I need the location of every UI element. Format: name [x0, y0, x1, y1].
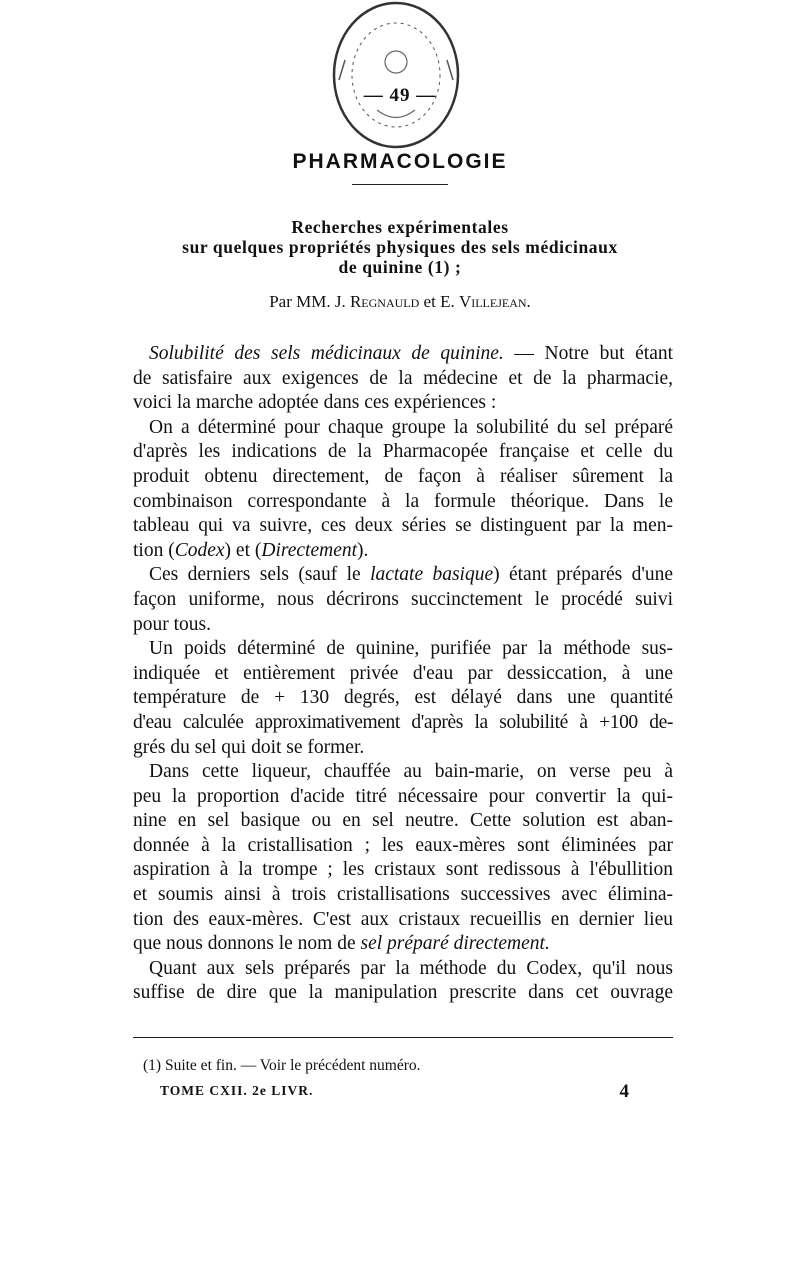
authors-prefix: Par MM. J. — [269, 292, 346, 311]
body-line — [133, 563, 673, 588]
body-text: ) et ( — [224, 539, 262, 561]
body-line: produit obtenu directement, de façon à réaliser sûrement la — [133, 465, 673, 487]
body-line: aspiration à la trompe ; les cristaux sont redissous à l'ébullition — [133, 859, 673, 881]
body-italic: sel préparé directement. — [360, 933, 550, 955]
page-number: — 49 — — [363, 85, 437, 106]
authors-line — [0, 292, 800, 312]
body-line: pour tous. — [133, 613, 211, 635]
body-line — [133, 342, 673, 367]
library-stamp-icon — [325, 0, 467, 158]
body-line: indiquée et entièrement privée d'eau par dessiccation, à une — [133, 662, 673, 684]
body-italic: lactate basique — [370, 564, 494, 586]
body-line: tion des eaux-mères. C'est aux cristaux recueillis en dernier lieu — [133, 908, 673, 930]
author-villejean: Villejean. — [458, 292, 531, 311]
body-line — [133, 932, 673, 957]
page-footer — [160, 1081, 630, 1102]
title-line: Recherches expérimentales — [291, 217, 509, 237]
body-line: d'après les indications de la Pharmacopée française et celle du — [133, 441, 673, 463]
paragraph-heading: Solubilité des sels médicinaux de quinine. — [149, 343, 504, 364]
volume-label: TOME CXII. 2e LIVR. — [160, 1083, 314, 1098]
body-line: grés du sel qui doit se former. — [133, 736, 365, 758]
article-title — [0, 217, 800, 277]
body-text: que nous donnons le nom de — [133, 933, 361, 955]
signature-mark: 4 — [619, 1081, 630, 1102]
body-line: Dans cette liqueur, chauffée au bain-marie, on verse peu à — [149, 761, 673, 783]
body-line: tableau qui va suivre, ces deux séries se distinguent par la men- — [133, 515, 673, 537]
footnote-rule — [133, 1037, 673, 1038]
title-line: sur quelques propriétés physiques des sels médicinaux — [182, 237, 618, 257]
authors-mid: et E. — [423, 292, 455, 311]
body-italic: Directement — [261, 539, 358, 561]
body-line: et soumis ainsi à trois cristallisations successives avec élimina- — [133, 884, 673, 906]
body-line: de satisfaire aux exigences de la médecine et de la pharmacie, — [133, 367, 673, 389]
body-text: tion ( — [133, 539, 175, 561]
body-line: façon uniforme, nous décrirons succinctement le procédé suivi — [133, 588, 673, 610]
body-line: d'eau calculée approximativement d'après la solubilité à +100 de- — [133, 711, 673, 733]
body-line: On a déterminé pour chaque groupe la solubilité du sel préparé — [149, 416, 673, 438]
body-line: Un poids déterminé de quinine, purifiée par la méthode sus- — [149, 638, 673, 660]
body-line: température de + 130 degrés, est délayé dans une quantité — [133, 687, 673, 709]
body-line: Quant aux sels préparés par la méthode du Codex, qu'il nous — [149, 957, 673, 979]
section-heading: PHARMACOLOGIE — [292, 150, 508, 173]
title-line: de quinine (1) ; — [338, 257, 462, 277]
body-text: ) étant préparés d'une — [493, 564, 674, 586]
title-rule — [352, 184, 448, 185]
article-body — [133, 342, 673, 1006]
author-regnauld: Regnauld — [349, 292, 420, 311]
body-line: suffise de dire que la manipulation prescrite dans cet ouvrage — [133, 982, 673, 1004]
body-text: Ces derniers sels (sauf le — [149, 564, 371, 586]
body-italic: Codex — [174, 539, 225, 561]
body-line: donnée à la cristallisation ; les eaux-mères sont éliminées par — [133, 834, 673, 856]
body-line: peu la proportion d'acide titré nécessaire pour convertir la qui- — [133, 785, 673, 807]
body-line: combinaison correspondante à la formule théorique. Dans le — [133, 490, 673, 512]
body-line: nine en sel basique ou en sel neutre. Cette solution est aban- — [133, 810, 673, 832]
footnote: (1) Suite et fin. — Voir le précédent numéro. — [143, 1057, 421, 1074]
body-text: — Notre but étant — [514, 343, 674, 364]
body-line: voici la marche adoptée dans ces expériences : — [133, 392, 497, 414]
library-stamp — [325, 0, 467, 158]
body-text: ). — [357, 539, 369, 561]
body-line — [133, 539, 673, 564]
